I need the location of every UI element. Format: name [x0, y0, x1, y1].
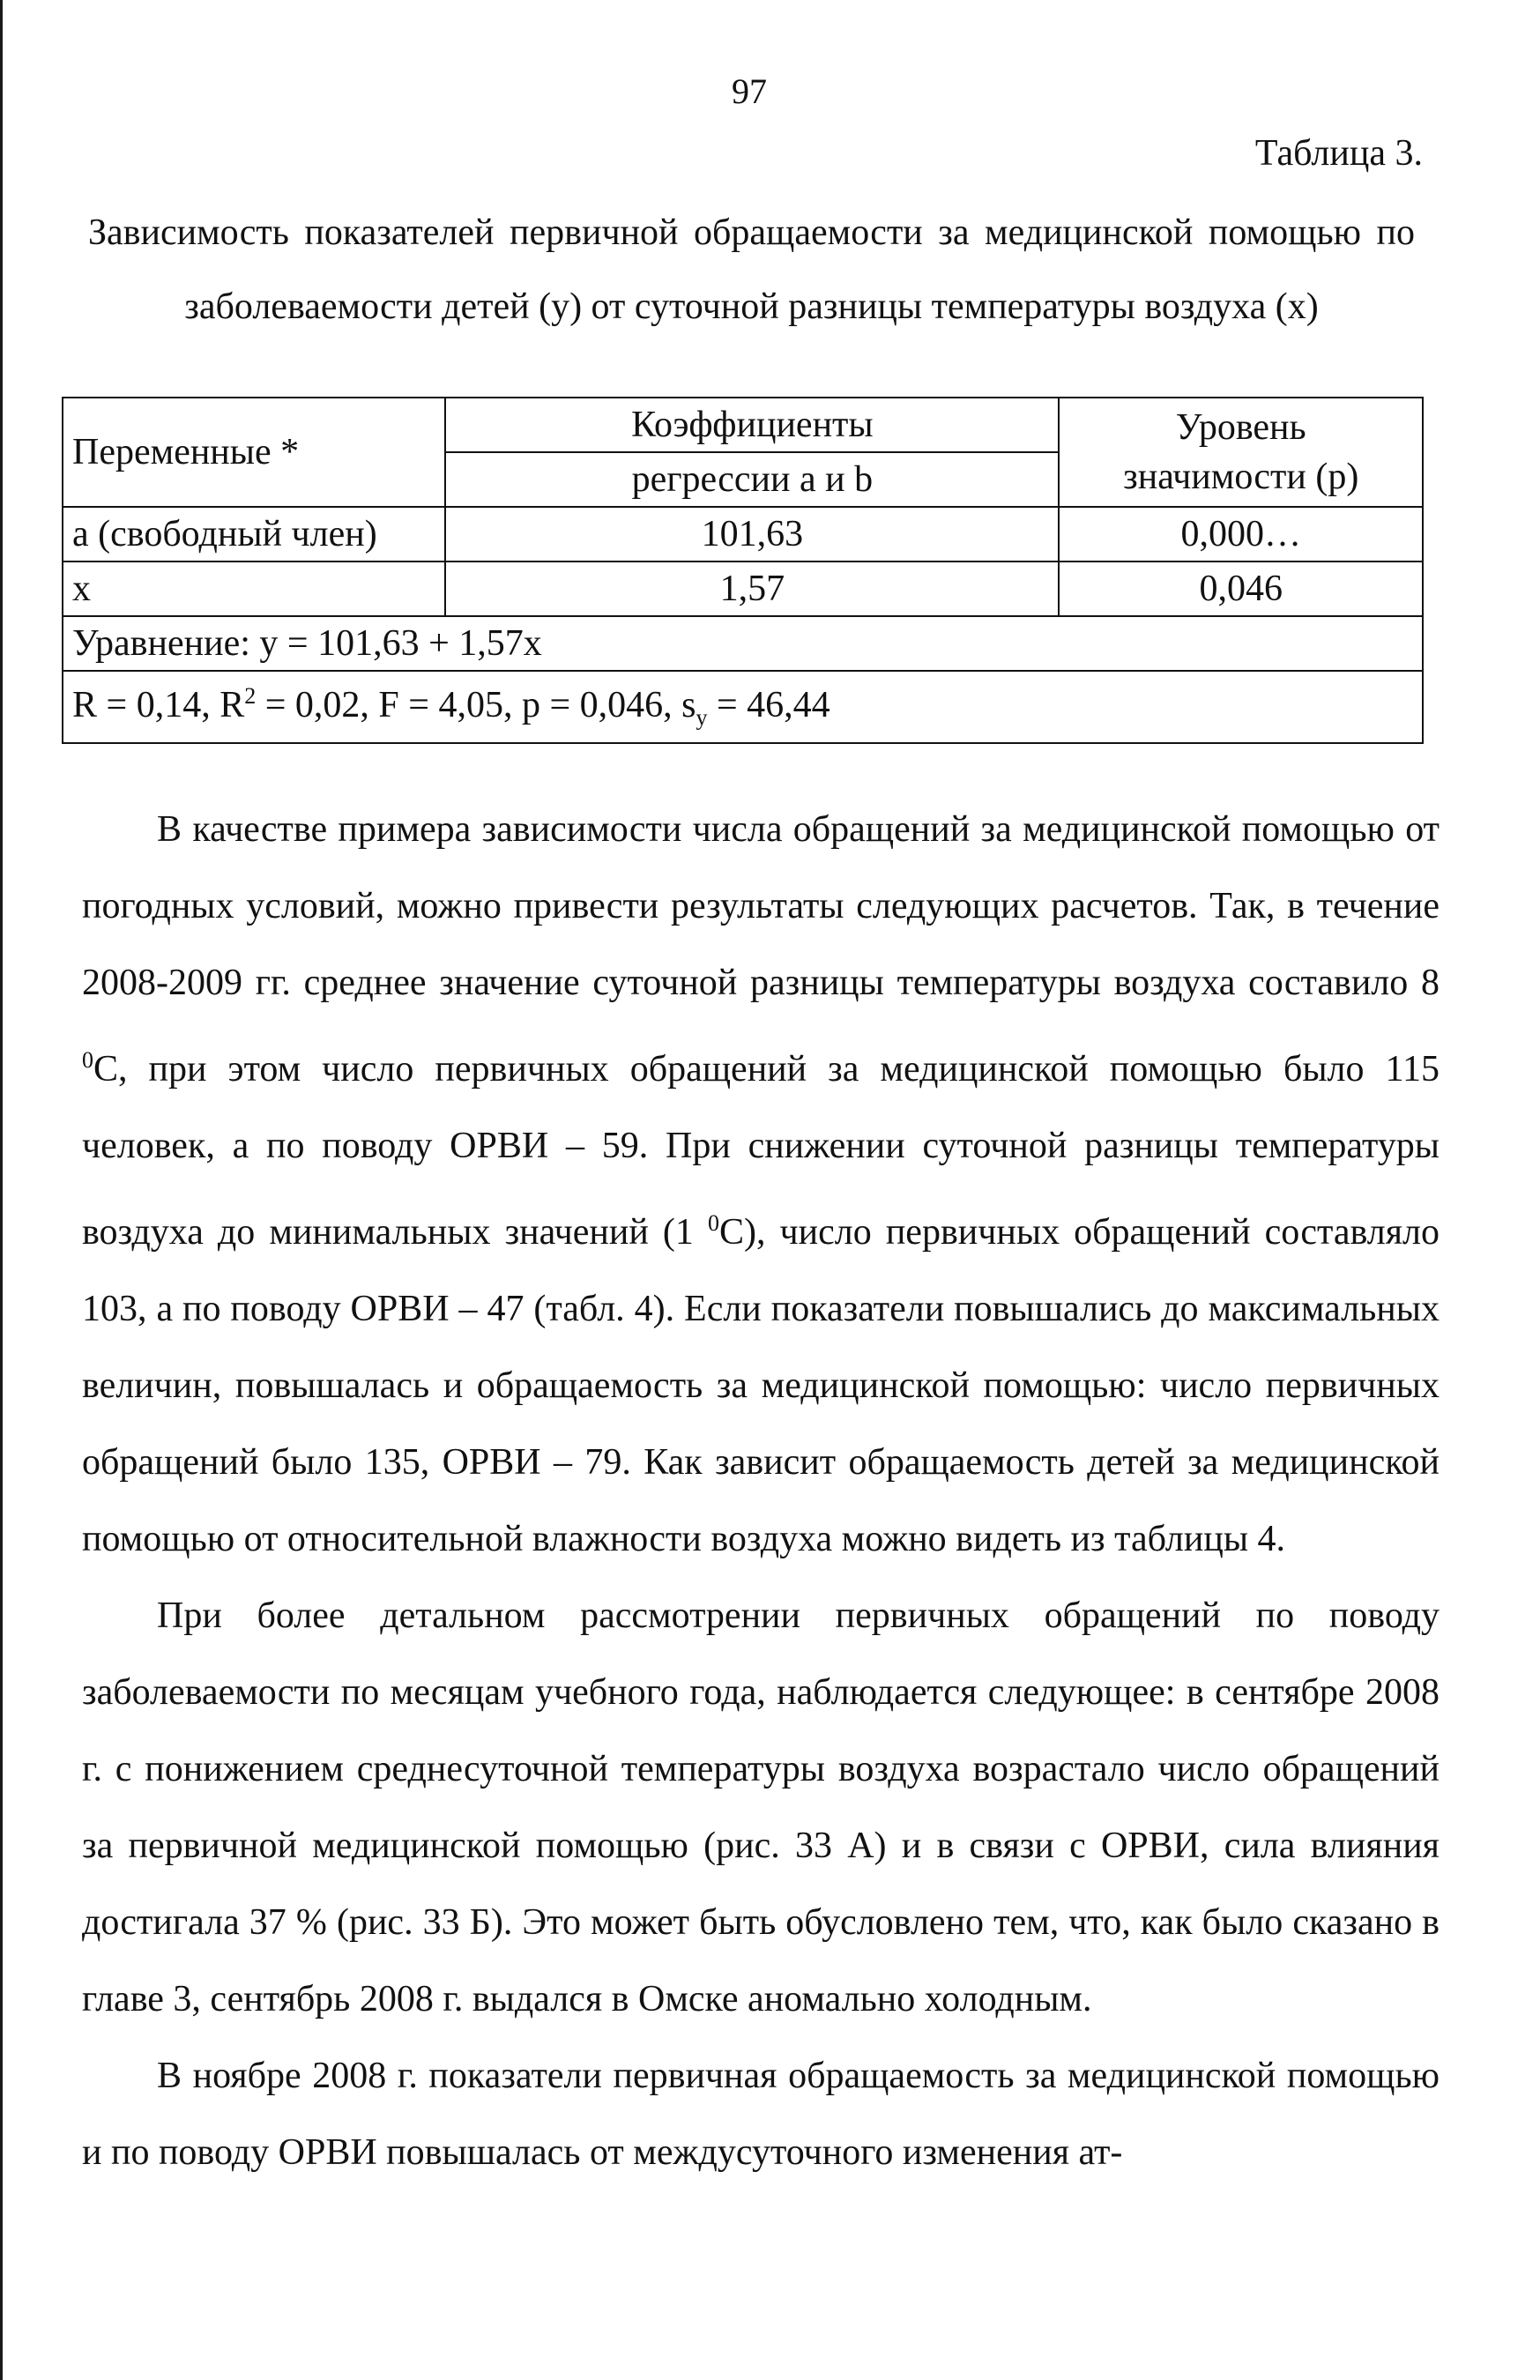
paragraph-1-text-b: С, при этом число первичных обращений за медицинской помощью было 115 человек, а по поводу ОРВИ – 59. При снижении суточной разницы температуры воздуха до минимальных значений (1	[82, 1049, 1440, 1253]
paragraph-1	[82, 792, 1440, 1578]
cell-coef: 101,63	[445, 507, 1059, 562]
cell-p: 0,046	[1059, 562, 1423, 616]
header-level-line2: значимости (р)	[1123, 457, 1359, 497]
table-caption: Зависимость показателей первичной обращаемости за медицинской помощью по заболеваемости детей (y) от суточной разницы температуры воздуха (x)	[88, 212, 1415, 327]
paragraph-3: В ноябре 2008 г. показатели первичная обращаемость за медицинской помощью и по поводу ОРВИ повышалась от междусуточного изменения ат-	[82, 2056, 1440, 2173]
stats-part1: R = 0,14, R	[72, 685, 245, 725]
equation-cell: Уравнение: у = 101,63 + 1,57х	[63, 616, 1423, 671]
header-level-line1: Уровень	[1175, 407, 1306, 448]
cell-coef: 1,57	[445, 562, 1059, 616]
degree-mark: 0	[707, 1210, 719, 1236]
scan-edge	[0, 0, 3, 2380]
stats-sup: 2	[244, 683, 257, 709]
stats-part2: = 0,02, F = 4,05, p = 0,046, s	[256, 685, 696, 725]
cell-variable: а (свободный член)	[63, 507, 445, 562]
table-header-row-1	[63, 398, 1423, 452]
paragraph-2: При более детальном рассмотрении первичных обращений по поводу заболеваемости по месяцам учебного года, наблюдается следующее: в сентябре 2008 г. с понижением среднесуточной температуры воздуха возрастало число обращений за первичной медицинской помощью (рис. 33 А) и в связи с ОРВИ, сила влияния достигала 37 % (рис. 33 Б). Это может быть обусловлено тем, что, как было сказано в главе 3, сентябрь 2008 г. выдался в Омске аномально холодным.	[82, 1595, 1440, 2019]
stats-part3: = 46,44	[707, 685, 830, 725]
table-label: Таблица 3.	[1254, 133, 1423, 174]
stats-cell	[63, 671, 1423, 743]
paragraph-1-text-a: В качестве примера зависимости числа обращений за медицинской помощью от погодных условий, можно привести результаты следующих расчетов. Так, в течение 2008-2009 гг. среднее значение суточной разницы температуры воздуха составило 8	[82, 809, 1440, 1003]
cell-p: 0,000…	[1059, 507, 1423, 562]
equation-row	[63, 616, 1423, 671]
cell-variable: x	[63, 562, 445, 616]
stats-row	[63, 671, 1423, 743]
header-coef-line2: регрессии a и b	[445, 452, 1059, 507]
stats-sub: y	[696, 704, 708, 731]
header-coef-line1: Коэффициенты	[445, 398, 1059, 452]
header-significance	[1059, 398, 1423, 507]
table-row	[63, 562, 1423, 616]
paragraph-1-text-c: С), число первичных обращений составляло 103, а по поводу ОРВИ – 47 (табл. 4). Если показатели повышались до максимальных величин, повышалась и обращаемость за медицинской помощью: число первичных обращений было 135, ОРВИ – 79. Как зависит обращаемость детей за медицинской помощью от относительной влажности воздуха можно видеть из таблицы 4.	[82, 1212, 1440, 1559]
header-variables: Переменные *	[63, 398, 445, 507]
page-number: 97	[732, 71, 767, 111]
body-text	[82, 792, 1440, 2191]
degree-mark: 0	[82, 1047, 93, 1073]
table-row	[63, 507, 1423, 562]
regression-table	[62, 397, 1424, 744]
